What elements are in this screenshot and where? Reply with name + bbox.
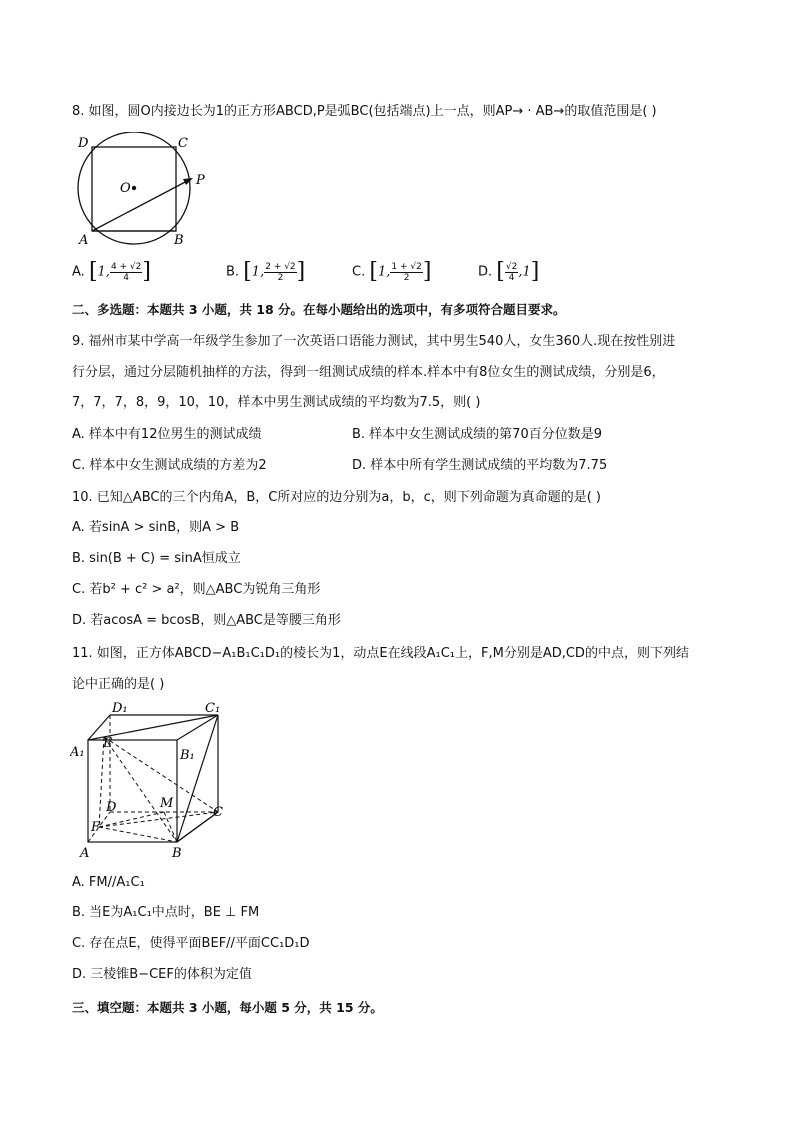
q11-option-d[interactable]: D. 三棱锥B−CEF的体积为定值 [72, 967, 252, 982]
q8-option-b[interactable]: B. [1, $\frac{2 + √2}{2}$ ] [226, 259, 306, 284]
q9-option-c[interactable]: C. 样本中女生测试成绩的方差为2 [72, 458, 267, 473]
q9-option-d[interactable]: D. 样本中所有学生测试成绩的平均数为7.75 [352, 458, 608, 473]
q9-option-a[interactable]: A. 样本中有12位男生的测试成绩 [72, 427, 262, 442]
q10-option-a[interactable]: A. 若sinA > sinB，则A > B [72, 520, 240, 535]
q10-option-b[interactable]: B. sin(B + C) = sinA恒成立 [72, 551, 241, 566]
q10-option-c[interactable]: C. 若b² + c² > a²，则△ABC为锐角三角形 [72, 582, 321, 597]
q9-option-b[interactable]: B. 样本中女生测试成绩的第70百分位数是9 [352, 427, 602, 442]
q11-option-c[interactable]: C. 存在点E，使得平面BEF//平面CC₁D₁D [72, 936, 310, 951]
q8-option-d[interactable]: D. [ $\frac{√2}{4}$ ,1] [478, 259, 540, 284]
q9-line-1: 9. 福州市某中学高一年级学生参加了一次英语口语能力测试，其中男生540人，女生360人.现在按性别进 [72, 334, 676, 349]
q10-option-d[interactable]: D. 若acosA = bcosB，则△ABC是等腰三角形 [72, 613, 341, 628]
q9-line-2: 行分层，通过分层随机抽样的方法，得到一组测试成绩的样本.样本中有8位女生的测试成绩，分别是6， [72, 365, 665, 380]
q11-option-a[interactable]: A. FM//A₁C₁ [72, 875, 145, 890]
q8-option-a[interactable]: A. [1, $\frac{4 + √2}{4}$ ] [72, 259, 151, 284]
label-C: C [178, 136, 188, 151]
label-D: D [106, 800, 117, 815]
q11-option-b[interactable]: B. 当E为A₁C₁中点时，BE ⊥ FM [72, 905, 260, 920]
q8-stem: 8. 如图，圆O内接边长为1的正方形ABCD,P是弧BC(包括端点)上一点，则AP→ · AB→的取值范围是( ) [72, 104, 657, 119]
section-3-heading: 三、填空题：本题共 3 小题，每小题 5 分，共 15 分。 [72, 1000, 383, 1015]
label-B: B [174, 233, 184, 248]
q11-line-2: 论中正确的是( ) [72, 677, 165, 692]
q8-option-c[interactable]: C. [1, $\frac{1 + √2}{2}$ ] [352, 259, 432, 284]
label-E: E [103, 736, 113, 751]
label-A: A [79, 233, 89, 248]
label-A: A [80, 846, 90, 861]
label-B1: B₁ [180, 748, 195, 763]
q11-cube-figure [70, 700, 230, 862]
q8-circle-figure [70, 132, 220, 250]
label-C: C [213, 805, 223, 820]
section-2-heading: 二、多选题：本题共 3 小题，共 18 分。在每小题给出的选项中，有多项符合题目要求。 [72, 302, 566, 317]
label-O: O [120, 181, 131, 196]
label-C1: C₁ [205, 701, 221, 716]
label-F: F [91, 820, 101, 835]
label-B: B [172, 846, 182, 861]
q10-stem: 10. 已知△ABC的三个内角A，B，C所对应的边分别为a，b，c，则下列命题为真命题的是( ) [72, 490, 601, 505]
label-A1: A₁ [70, 745, 85, 760]
label-D: D [78, 136, 89, 151]
q11-line-1: 11. 如图，正方体ABCD−A₁B₁C₁D₁的棱长为1，动点E在线段A₁C₁上，F,M分别是AD,CD的中点，则下列结 [72, 646, 689, 661]
label-P: P [196, 173, 205, 188]
q9-line-3: 7，7，7，8，9，10，10，样本中男生测试成绩的平均数为7.5，则( ) [72, 395, 481, 410]
label-D1: D₁ [112, 701, 128, 716]
label-M: M [160, 796, 174, 811]
